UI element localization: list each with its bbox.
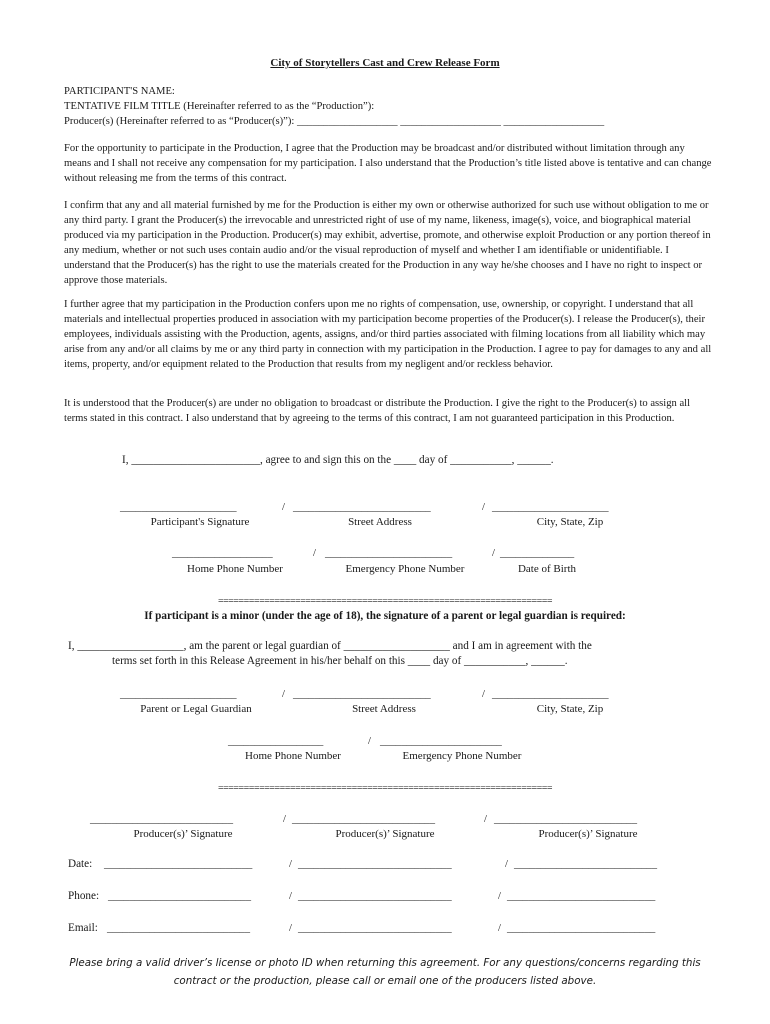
guardian-address-line: __________________________ xyxy=(293,689,431,700)
slash-divider: / xyxy=(498,891,501,902)
participant-name-field: PARTICIPANT'S NAME: xyxy=(64,86,175,97)
slash-divider: / xyxy=(482,502,485,513)
producers-field: Producer(s) (Hereinafter referred to as “Producer(s)”): ___________________ ___________________ ___________________ xyxy=(64,116,605,128)
separator-line: ================================================================= xyxy=(217,784,553,794)
slash-divider: / xyxy=(482,689,485,700)
paragraph-obligation: It is understood that the Producer(s) are under no obligation to broadcast or distribute the Production. I give the right to the Producer(s) to assign all terms stated in this contract. I also understand that by agreeing to the terms of this contract, I am not guaranteed participation in this Production. xyxy=(64,398,691,425)
guardian-emergency-phone-label: Emergency Phone Number xyxy=(402,750,522,762)
slash-divider: / xyxy=(289,923,292,934)
emergency-phone-label: Emergency Phone Number xyxy=(345,563,465,575)
date-label: Date: xyxy=(68,858,93,870)
producer-2-email-line: _____________________________ xyxy=(298,923,452,934)
slash-divider: / xyxy=(283,814,286,825)
participant-address-line: __________________________ xyxy=(293,502,431,513)
slash-divider: / xyxy=(289,859,292,870)
producer-2-signature-label: Producer(s)’ Signature xyxy=(335,828,435,840)
paragraph-compensation: For the opportunity to participate in the Production, I agree that the Production may be broadcast and/or distributed without limitation through any means and I shall not receive any compensation for my participation. I also understand that the Production’s title listed above is tentative and can change without releasing me from the terms of this contract. xyxy=(64,143,712,185)
slash-divider: / xyxy=(289,891,292,902)
home-phone-label: Home Phone Number xyxy=(187,563,283,575)
slash-divider: / xyxy=(282,689,285,700)
slash-divider: / xyxy=(368,736,371,747)
slash-divider: / xyxy=(498,923,501,934)
producer-3-signature-label: Producer(s)’ Signature xyxy=(538,828,638,840)
participant-signature-label: Participant's Signature xyxy=(150,516,250,528)
guardian-statement-line-1: I, ___________________, am the parent or legal guardian of ___________________ and I am in agreement with the xyxy=(68,640,592,652)
guardian-home-phone-line: __________________ xyxy=(228,736,324,747)
producer-2-signature-line: ___________________________ xyxy=(292,814,436,825)
footer-instructions: Please bring a valid driver’s license or photo ID when returning this agreement. For any questions/concerns regarding this contract or the production, please call or email one of the producers listed above. xyxy=(69,957,701,988)
guardian-city-line: ______________________ xyxy=(492,689,609,700)
phone-label: Phone: xyxy=(68,890,100,902)
street-address-label: Street Address xyxy=(348,516,412,528)
paragraph-liability: I further agree that my participation in the Production confers upon me no rights of compensation, use, ownership, or copyright. I understand that all materials and intellectual properties produced in association with my participation become properties of the Producer(s). I release the Producer(s), their employees, individuals assisting with the Production, agents, assigns, and/or third parties associated with filming locations from all liability which may arise from any and/or all claims by me or any third party in connection with my participation in the Production. I agree to pay for damages to any and all items, property, and/or equipment related to the Production that results from my negligent and/or reckless behavior. xyxy=(64,299,712,371)
home-phone-line: ___________________ xyxy=(172,548,273,559)
producer-1-email-line: ___________________________ xyxy=(107,923,251,934)
agreement-line: I, _______________________, agree to and sign this on the ____ day of ___________, ______. xyxy=(122,454,554,466)
producer-2-date-line: _____________________________ xyxy=(298,859,452,870)
participant-city-line: ______________________ xyxy=(492,502,609,513)
film-title-field: TENTATIVE FILM TITLE (Hereinafter referred to as the “Production”): xyxy=(64,101,375,113)
city-state-zip-label: City, State, Zip xyxy=(536,516,604,528)
slash-divider: / xyxy=(282,502,285,513)
slash-divider: / xyxy=(505,859,508,870)
producer-1-signature-line: ___________________________ xyxy=(90,814,234,825)
emergency-phone-line: ________________________ xyxy=(325,548,453,559)
guardian-emergency-phone-line: _______________________ xyxy=(380,736,502,747)
guardian-home-phone-label: Home Phone Number xyxy=(245,750,341,762)
header-fields xyxy=(64,84,714,129)
separator-line: ================================================================= xyxy=(217,597,553,607)
minor-notice: If participant is a minor (under the age of 18), the signature of a parent or legal guardian is required: xyxy=(144,610,626,622)
date-of-birth-line: ______________ xyxy=(500,548,575,559)
producer-3-phone-line: ____________________________ xyxy=(507,891,656,902)
guardian-street-address-label: Street Address xyxy=(352,703,416,715)
producer-3-signature-line: ___________________________ xyxy=(494,814,638,825)
producer-1-phone-line: ___________________________ xyxy=(108,891,252,902)
guardian-statement-line-2: terms set forth in this Release Agreement in his/her behalf on this ____ day of ___________, ______. xyxy=(112,655,568,667)
producer-1-date-line: ____________________________ xyxy=(104,859,253,870)
producer-3-email-line: ____________________________ xyxy=(507,923,656,934)
participant-signature-line: ______________________ xyxy=(120,502,237,513)
producer-3-date-line: ___________________________ xyxy=(514,859,658,870)
date-of-birth-label: Date of Birth xyxy=(517,563,577,575)
email-label: Email: xyxy=(68,922,98,934)
paragraph-material-rights: I confirm that any and all material furnished by me for the Production is either my own or otherwise authorized for such use without obligation to me or any third party. I grant the Producer(s) the irrevocable and unrestricted right of use of my name, likeness, image(s), voice, and biographical material produced via my participation in the Production. Producer(s) may exhibit, advertise, promote, and otherwise exploit Production or any portion thereof in any medium, whether or not such uses contain audio and/or the visual reproduction of myself and whether I am identifiable or unidentifiable. I understand that the Producer(s) has the right to use the materials created for the Production in any way he/she chooses and I have no right to inspect or approve those materials. xyxy=(64,200,711,287)
guardian-city-state-zip-label: City, State, Zip xyxy=(536,703,604,715)
parent-guardian-label: Parent or Legal Guardian xyxy=(140,703,252,715)
producer-1-signature-label: Producer(s)’ Signature xyxy=(133,828,233,840)
guardian-signature-line: ______________________ xyxy=(120,689,237,700)
slash-divider: / xyxy=(492,548,495,559)
slash-divider: / xyxy=(313,548,316,559)
slash-divider: / xyxy=(484,814,487,825)
producer-2-phone-line: _____________________________ xyxy=(298,891,452,902)
form-title: City of Storytellers Cast and Crew Release Form xyxy=(270,57,500,69)
